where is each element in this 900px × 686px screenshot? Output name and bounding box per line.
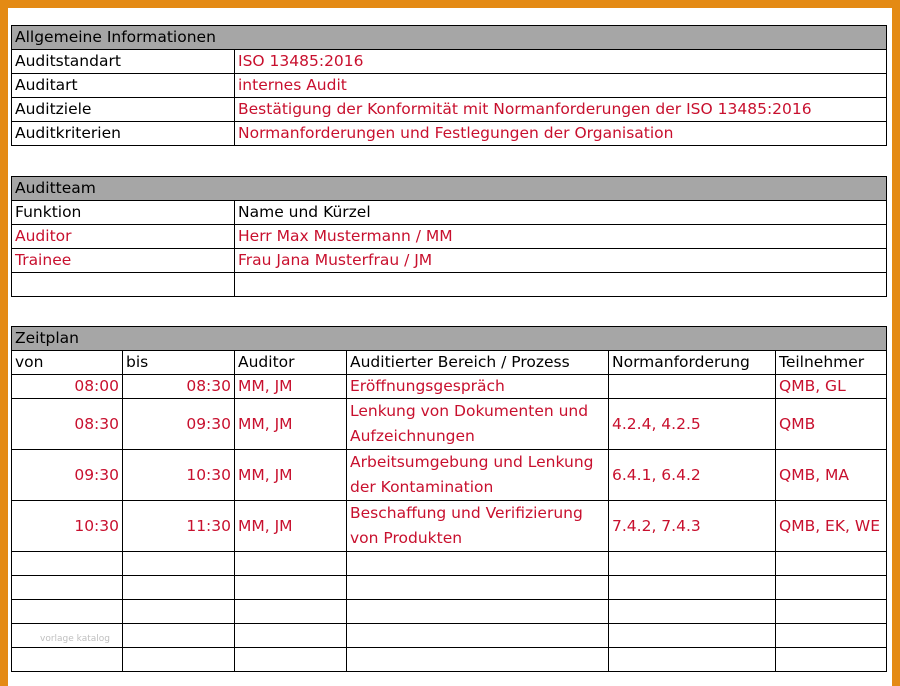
area-cell[interactable]: Lenkung von Dokumenten und Aufzeichnungen <box>347 399 609 450</box>
audit-team-table <box>11 176 887 297</box>
table-row <box>12 225 887 249</box>
auditor-cell[interactable]: MM, JM <box>235 450 347 501</box>
column-header-participants[interactable]: Teilnehmer <box>776 351 887 375</box>
function-cell[interactable]: Auditor <box>12 225 235 249</box>
name-cell[interactable]: Frau Jana Musterfrau / JM <box>235 249 887 273</box>
empty-cell[interactable] <box>776 552 887 576</box>
empty-cell[interactable] <box>123 648 235 672</box>
column-header-name[interactable]: Name und Kürzel <box>235 201 887 225</box>
column-header-function[interactable]: Funktion <box>12 201 235 225</box>
watermark: vorlage katalog <box>40 634 110 644</box>
area-cell[interactable]: Eröffnungsgespräch <box>347 375 609 399</box>
empty-cell[interactable] <box>609 600 776 624</box>
empty-cell[interactable] <box>12 576 123 600</box>
empty-cell[interactable] <box>347 648 609 672</box>
empty-cell[interactable] <box>347 576 609 600</box>
start-time-cell[interactable]: 09:30 <box>12 450 123 501</box>
empty-cell[interactable] <box>235 648 347 672</box>
table-row <box>12 122 887 146</box>
empty-cell[interactable] <box>609 648 776 672</box>
participants-cell[interactable]: QMB, EK, WE <box>776 501 887 552</box>
empty-cell[interactable] <box>776 600 887 624</box>
table-row <box>12 399 887 450</box>
schedule-title: Zeitplan <box>12 327 887 351</box>
empty-cell[interactable] <box>235 552 347 576</box>
value-cell[interactable]: internes Audit <box>235 74 887 98</box>
general-info-title: Allgemeine Informationen <box>12 26 887 50</box>
participants-cell[interactable]: QMB <box>776 399 887 450</box>
empty-cell[interactable] <box>235 273 887 297</box>
empty-cell[interactable] <box>609 552 776 576</box>
start-time-cell[interactable]: 08:00 <box>12 375 123 399</box>
label-cell[interactable]: Auditkriterien <box>12 122 235 146</box>
participants-cell[interactable]: QMB, MA <box>776 450 887 501</box>
table-row <box>12 50 887 74</box>
value-cell[interactable]: Normanforderungen und Festlegungen der Organisation <box>235 122 887 146</box>
empty-row <box>12 600 887 624</box>
table-row <box>12 450 887 501</box>
empty-cell[interactable] <box>776 648 887 672</box>
table-row <box>12 201 887 225</box>
area-cell[interactable]: Arbeitsumgebung und Lenkung der Kontamination <box>347 450 609 501</box>
empty-row <box>12 552 887 576</box>
end-time-cell[interactable]: 11:30 <box>123 501 235 552</box>
norm-cell[interactable]: 6.4.1, 6.4.2 <box>609 450 776 501</box>
empty-cell[interactable] <box>235 576 347 600</box>
column-header-bis[interactable]: bis <box>123 351 235 375</box>
label-cell[interactable]: Auditstandart <box>12 50 235 74</box>
empty-cell[interactable] <box>776 624 887 648</box>
participants-cell[interactable]: QMB, GL <box>776 375 887 399</box>
value-cell[interactable]: Bestätigung der Konformität mit Normanforderungen der ISO 13485:2016 <box>235 98 887 122</box>
empty-cell[interactable] <box>123 576 235 600</box>
empty-cell[interactable] <box>347 552 609 576</box>
empty-cell[interactable] <box>609 576 776 600</box>
empty-cell[interactable] <box>12 600 123 624</box>
audit-team-title: Auditteam <box>12 177 887 201</box>
empty-cell[interactable] <box>123 600 235 624</box>
end-time-cell[interactable]: 10:30 <box>123 450 235 501</box>
column-header-area[interactable]: Auditierter Bereich / Prozess <box>347 351 609 375</box>
table-row <box>12 273 887 297</box>
column-header-auditor[interactable]: Auditor <box>235 351 347 375</box>
empty-cell[interactable] <box>12 552 123 576</box>
auditor-cell[interactable]: MM, JM <box>235 399 347 450</box>
column-header-norm[interactable]: Normanforderung <box>609 351 776 375</box>
empty-cell[interactable] <box>776 576 887 600</box>
table-row <box>12 249 887 273</box>
empty-cell[interactable] <box>347 624 609 648</box>
table-row <box>12 501 887 552</box>
general-info-table <box>11 25 887 146</box>
empty-row <box>12 648 887 672</box>
table-row <box>12 375 887 399</box>
auditor-cell[interactable]: MM, JM <box>235 501 347 552</box>
norm-cell[interactable]: 7.4.2, 7.4.3 <box>609 501 776 552</box>
label-cell[interactable]: Auditziele <box>12 98 235 122</box>
auditor-cell[interactable]: MM, JM <box>235 375 347 399</box>
empty-cell[interactable] <box>609 624 776 648</box>
empty-cell[interactable] <box>347 600 609 624</box>
empty-cell[interactable] <box>235 624 347 648</box>
empty-row <box>12 576 887 600</box>
empty-cell[interactable] <box>12 273 235 297</box>
empty-row <box>12 624 887 648</box>
empty-cell[interactable] <box>235 600 347 624</box>
empty-cell[interactable] <box>123 624 235 648</box>
area-cell[interactable]: Beschaffung und Verifizierung von Produkten <box>347 501 609 552</box>
column-header-von[interactable]: von <box>12 351 123 375</box>
schedule-header-row <box>12 351 887 375</box>
name-cell[interactable]: Herr Max Mustermann / MM <box>235 225 887 249</box>
empty-cell[interactable] <box>123 552 235 576</box>
label-cell[interactable]: Auditart <box>12 74 235 98</box>
function-cell[interactable]: Trainee <box>12 249 235 273</box>
start-time-cell[interactable]: 08:30 <box>12 399 123 450</box>
table-row <box>12 98 887 122</box>
empty-cell[interactable] <box>12 648 123 672</box>
table-row <box>12 74 887 98</box>
schedule-table <box>11 326 887 672</box>
norm-cell[interactable]: 4.2.4, 4.2.5 <box>609 399 776 450</box>
value-cell[interactable]: ISO 13485:2016 <box>235 50 887 74</box>
norm-cell[interactable] <box>609 375 776 399</box>
end-time-cell[interactable]: 09:30 <box>123 399 235 450</box>
spreadsheet-sheet <box>8 8 892 686</box>
end-time-cell[interactable]: 08:30 <box>123 375 235 399</box>
start-time-cell[interactable]: 10:30 <box>12 501 123 552</box>
